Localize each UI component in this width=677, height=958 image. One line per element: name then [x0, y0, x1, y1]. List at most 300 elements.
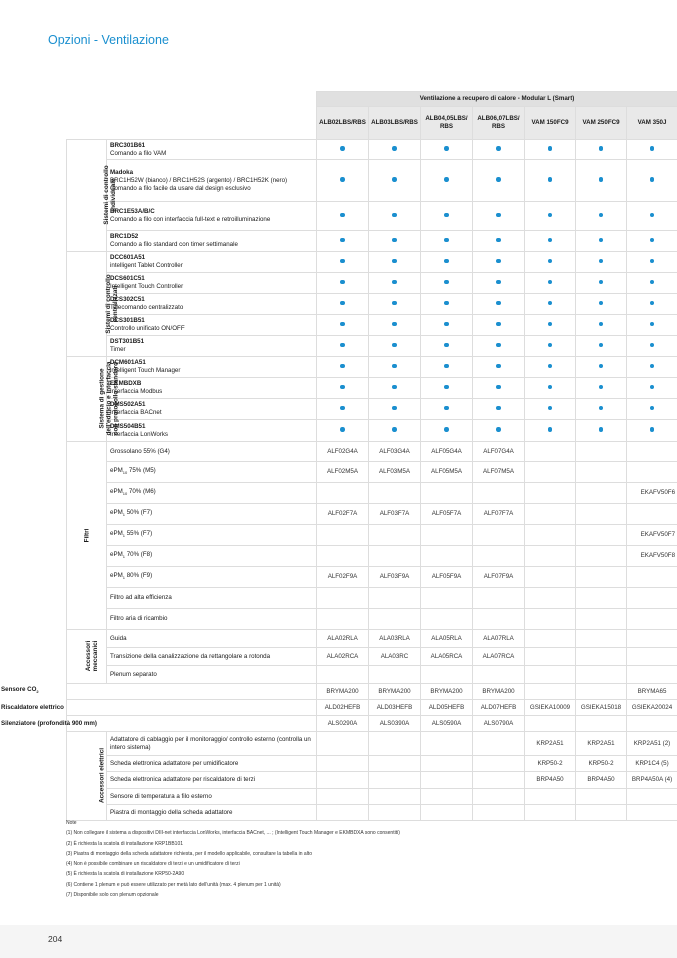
category-mechanical: Accessori meccanici: [67, 630, 107, 684]
availability-dot: [473, 160, 525, 202]
availability-dot: [627, 273, 677, 294]
table-row: [67, 252, 677, 273]
availability-dot: [473, 252, 525, 273]
availability-dot: [421, 357, 473, 378]
option-code: ALA05RCA: [421, 648, 473, 666]
option-code: [369, 609, 421, 630]
availability-dot: [627, 315, 677, 336]
availability-dot: [525, 160, 576, 202]
filter-label: ePM$_1$ 50% (F7): [107, 504, 317, 525]
option-code: [473, 732, 525, 756]
option-code: [525, 588, 576, 609]
option-code: [576, 805, 627, 821]
option-code: [627, 567, 677, 588]
option-code: [473, 483, 525, 504]
availability-dot: [473, 378, 525, 399]
filter-label: Filtro aria di ricambio: [107, 609, 317, 630]
availability-dot: [627, 160, 677, 202]
option-code: ALA03RLA: [369, 630, 421, 648]
option-code: [317, 732, 369, 756]
option-code: KRP2A51: [576, 732, 627, 756]
table-row: [67, 160, 677, 202]
availability-dot: [576, 378, 627, 399]
option-code: [473, 546, 525, 567]
option-code: [627, 442, 677, 462]
availability-dot: [317, 160, 369, 202]
option-code: [369, 588, 421, 609]
table-row: [67, 202, 677, 231]
availability-dot: [576, 140, 627, 160]
availability-dot: [369, 336, 421, 357]
category-bms: Sistema di gestione dell'edificio e interfaccia con protocollo standard: [67, 357, 107, 442]
option-code: [525, 546, 576, 567]
table-row: [67, 231, 677, 252]
option-code: [317, 483, 369, 504]
option-code: [525, 716, 576, 732]
table-row: [67, 504, 677, 525]
option-code: [627, 716, 677, 732]
feature-cell: Madoka BRC1H52W (bianco) / BRC1H52S (argento) / BRC1H52K (nero) Comando a filo facile da usare dal design esclusivo: [107, 160, 317, 202]
option-code: ALF03G4A: [369, 442, 421, 462]
filter-label: Grossolano 55% (G4): [107, 442, 317, 462]
filter-label: ePM$_1$ 80% (F9): [107, 567, 317, 588]
option-code: [627, 504, 677, 525]
availability-dot: [473, 294, 525, 315]
option-code: ALS0390A: [369, 716, 421, 732]
accessory-label: Guida: [107, 630, 317, 648]
option-code: [576, 630, 627, 648]
availability-dot: [317, 202, 369, 231]
option-code: [627, 588, 677, 609]
option-code: ALF07F7A: [473, 504, 525, 525]
option-code: ALF03F7A: [369, 504, 421, 525]
availability-dot: [369, 202, 421, 231]
feature-cell: DCS601C51 Intelligent Touch Controller: [107, 273, 317, 294]
model-header: VAM 250FC9: [576, 107, 627, 140]
availability-dot: [576, 336, 627, 357]
availability-dot: [317, 357, 369, 378]
option-code: [317, 546, 369, 567]
model-header: ALB04,05LBS/ RBS: [421, 107, 473, 140]
model-header: ALB06,07LBS/ RBS: [473, 107, 525, 140]
availability-dot: [421, 273, 473, 294]
availability-dot: [576, 399, 627, 420]
table-row: [67, 666, 677, 684]
option-code: [576, 442, 627, 462]
note-item: (5) È richiesta la scatola di installazione KRP50-2A90: [66, 871, 185, 878]
option-code: [525, 462, 576, 483]
option-code: EKAFV50F7: [627, 525, 677, 546]
option-code: ALA02RLA: [317, 630, 369, 648]
option-code: ALF02F9A: [317, 567, 369, 588]
option-code: [627, 805, 677, 821]
availability-dot: [369, 378, 421, 399]
availability-dot: [627, 357, 677, 378]
option-code: [369, 772, 421, 789]
option-code: GSIEKA15018: [576, 700, 627, 716]
note-item: (6) Contiene 1 plenum e può essere utilizzato per metà lato dell'unità (max. 4 plenum per 1 unità): [66, 881, 281, 888]
page-title: Opzioni - Ventilazione: [48, 33, 169, 47]
category-centralized: Sistemi di controllo centralizzati: [67, 252, 107, 357]
option-code: BRYMA200: [317, 684, 369, 700]
table-row: [67, 442, 677, 462]
option-code: [421, 609, 473, 630]
option-code: [421, 588, 473, 609]
feature-cell: EKMBDXB Interfaccia Modbus: [107, 378, 317, 399]
category-filters: Filtri: [67, 442, 107, 630]
option-code: ALA07RLA: [473, 630, 525, 648]
option-code: [525, 805, 576, 821]
availability-dot: [525, 336, 576, 357]
option-code: [369, 525, 421, 546]
option-code: [421, 483, 473, 504]
availability-dot: [369, 420, 421, 442]
section-label: Silenziatore (profondità 900 mm): [1, 716, 251, 732]
feature-cell: DCS302C51 Telecomando centralizzato: [107, 294, 317, 315]
option-code: ALF05M5A: [421, 462, 473, 483]
model-header-row: [67, 107, 677, 140]
option-code: KRP1C4 (5): [627, 756, 677, 772]
table-row: [67, 315, 677, 336]
table-row: [67, 732, 677, 756]
group-header-row: [67, 92, 677, 107]
availability-dot: [473, 231, 525, 252]
option-code: [421, 546, 473, 567]
feature-cell: DMS502A51 Interfaccia BACnet: [107, 399, 317, 420]
option-code: BRP4A50: [576, 772, 627, 789]
table-row: [67, 772, 677, 789]
option-code: ALA02RCA: [317, 648, 369, 666]
availability-dot: [525, 202, 576, 231]
option-code: [576, 546, 627, 567]
option-code: [525, 666, 576, 684]
option-code: EKAFV50F6: [627, 483, 677, 504]
option-code: [317, 772, 369, 789]
availability-dot: [627, 420, 677, 442]
availability-dot: [627, 294, 677, 315]
option-code: [525, 630, 576, 648]
feature-cell: DCM601A51 intelligent Touch Manager: [107, 357, 317, 378]
option-code: [525, 684, 576, 700]
category-individual: Sistemi di controllo individuale: [67, 140, 107, 252]
table-row: [67, 378, 677, 399]
availability-dot: [576, 231, 627, 252]
availability-dot: [627, 140, 677, 160]
option-code: [525, 504, 576, 525]
note-item: (7) Disponibile solo con plenum opzionale: [66, 892, 159, 899]
availability-dot: [369, 315, 421, 336]
note-item: (4) Non è possibile combinare un riscaldatore di terzi e un umidificatore di terzi: [66, 861, 240, 868]
feature-cell: DCS301B51 Controllo unificato ON/OFF: [107, 315, 317, 336]
accessory-label: Piastra di montaggio della scheda adattatore: [107, 805, 317, 821]
availability-dot: [317, 294, 369, 315]
option-code: KRP2A51: [525, 732, 576, 756]
model-header: VAM 350J: [627, 107, 677, 140]
option-code: [576, 684, 627, 700]
option-code: ALF07F9A: [473, 567, 525, 588]
option-code: [473, 805, 525, 821]
filter-label: ePM$_{10}$ 70% (M6): [107, 483, 317, 504]
availability-dot: [421, 294, 473, 315]
table-row: [67, 609, 677, 630]
table-row: [67, 336, 677, 357]
option-code: [576, 462, 627, 483]
table-row: [67, 700, 677, 716]
availability-dot: [525, 399, 576, 420]
availability-dot: [369, 273, 421, 294]
filter-label: Filtro ad alta efficienza: [107, 588, 317, 609]
filter-label: ePM$_1$ 55% (F7): [107, 525, 317, 546]
option-code: ALS0590A: [421, 716, 473, 732]
availability-dot: [473, 399, 525, 420]
availability-dot: [317, 378, 369, 399]
availability-dot: [473, 273, 525, 294]
option-code: ALF02G4A: [317, 442, 369, 462]
option-code: [317, 789, 369, 805]
option-code: ALF05F7A: [421, 504, 473, 525]
table-row: [67, 630, 677, 648]
table-row: [67, 588, 677, 609]
availability-dot: [525, 420, 576, 442]
page-footer-band: [0, 925, 677, 958]
option-code: BRYMA200: [421, 684, 473, 700]
availability-dot: [369, 231, 421, 252]
feature-cell: BRC1E53A/B/C Comando a filo con interfaccia full-text e retroilluminazione: [107, 202, 317, 231]
availability-dot: [576, 273, 627, 294]
table-row: [67, 273, 677, 294]
option-code: GSIEKA10009: [525, 700, 576, 716]
availability-dot: [369, 357, 421, 378]
option-code: BRP4A50A (4): [627, 772, 677, 789]
table-row: [67, 357, 677, 378]
availability-dot: [317, 399, 369, 420]
option-code: ALF02F7A: [317, 504, 369, 525]
option-code: [627, 462, 677, 483]
model-header: ALB03LBS/RBS: [369, 107, 421, 140]
availability-dot: [525, 231, 576, 252]
option-code: [576, 716, 627, 732]
category-electrical: Accessori elettrici: [67, 732, 107, 821]
option-code: [421, 666, 473, 684]
availability-dot: [576, 315, 627, 336]
feature-cell: BRC1D52 Comando a filo standard con timer settimanale: [107, 231, 317, 252]
option-code: [369, 789, 421, 805]
option-code: [576, 666, 627, 684]
model-header: VAM 150FC9: [525, 107, 576, 140]
availability-dot: [576, 357, 627, 378]
option-code: [317, 525, 369, 546]
option-code: ALF07G4A: [473, 442, 525, 462]
option-code: ALF03F9A: [369, 567, 421, 588]
option-code: [317, 588, 369, 609]
notes: [66, 818, 400, 900]
accessory-label: Plenum separato: [107, 666, 317, 684]
availability-dot: [473, 140, 525, 160]
option-code: [525, 567, 576, 588]
table-row: [67, 483, 677, 504]
option-code: [627, 666, 677, 684]
section-label: Riscaldatore elettrico: [1, 700, 251, 716]
availability-dot: [421, 202, 473, 231]
option-code: [576, 588, 627, 609]
option-code: [627, 789, 677, 805]
availability-dot: [421, 336, 473, 357]
option-code: [525, 789, 576, 805]
availability-dot: [421, 420, 473, 442]
option-code: [627, 609, 677, 630]
availability-dot: [473, 315, 525, 336]
table-row: [67, 789, 677, 805]
option-code: [421, 789, 473, 805]
option-code: [525, 442, 576, 462]
accessory-label: Scheda elettronica adattatore per riscaldatore di terzi: [107, 772, 317, 789]
option-code: [317, 756, 369, 772]
availability-dot: [369, 252, 421, 273]
option-code: ALF07M5A: [473, 462, 525, 483]
option-code: ALF05G4A: [421, 442, 473, 462]
option-code: [473, 789, 525, 805]
availability-dot: [627, 252, 677, 273]
availability-dot: [525, 140, 576, 160]
availability-dot: [627, 231, 677, 252]
feature-cell: DST301B51 Timer: [107, 336, 317, 357]
availability-dot: [525, 294, 576, 315]
availability-dot: [627, 202, 677, 231]
option-code: ALD05HEFB: [421, 700, 473, 716]
section-label: Sensore $CO_2$: [1, 684, 251, 700]
option-code: [421, 756, 473, 772]
accessory-label: Sensore di temperatura a filo esterno: [107, 789, 317, 805]
table-row: [67, 462, 677, 483]
option-code: [627, 648, 677, 666]
option-code: [576, 525, 627, 546]
availability-dot: [627, 336, 677, 357]
availability-dot: [525, 357, 576, 378]
option-code: [576, 609, 627, 630]
table-row: [67, 140, 677, 160]
option-code: [525, 648, 576, 666]
table-row: [67, 684, 677, 700]
filter-label: ePM$_{10}$ 75% (M5): [107, 462, 317, 483]
availability-dot: [317, 140, 369, 160]
option-code: [473, 588, 525, 609]
availability-dot: [369, 140, 421, 160]
availability-dot: [576, 420, 627, 442]
availability-dot: [421, 315, 473, 336]
availability-dot: [576, 294, 627, 315]
option-code: BRYMA200: [369, 684, 421, 700]
option-code: ALS0790A: [473, 716, 525, 732]
option-code: [369, 546, 421, 567]
note-item: (2) È richiesta la scatola di installazione KRP1BB101: [66, 840, 184, 847]
option-code: BRYMA200: [473, 684, 525, 700]
availability-dot: [576, 202, 627, 231]
availability-dot: [421, 160, 473, 202]
page-number: 204: [48, 934, 63, 944]
option-code: EKAFV50F8: [627, 546, 677, 567]
option-code: [576, 789, 627, 805]
table-row: [67, 716, 677, 732]
option-code: BRYMA65: [627, 684, 677, 700]
availability-dot: [576, 160, 627, 202]
option-code: ALF02M5A: [317, 462, 369, 483]
accessory-label: Transizione della canalizzazione da rettangolare a rotonda: [107, 648, 317, 666]
availability-dot: [473, 202, 525, 231]
option-code: ALD07HEFB: [473, 700, 525, 716]
availability-dot: [525, 273, 576, 294]
option-code: [421, 772, 473, 789]
option-code: [576, 483, 627, 504]
option-code: KRP2A51 (2): [627, 732, 677, 756]
availability-dot: [317, 336, 369, 357]
option-code: ALD03HEFB: [369, 700, 421, 716]
availability-dot: [525, 378, 576, 399]
availability-dot: [369, 294, 421, 315]
group-header: Ventilazione a recupero di calore - Modular L (Smart): [317, 92, 677, 107]
option-code: [369, 732, 421, 756]
accessory-label: Adattatore di cablaggio per il monitoraggio/ controllo esterno (controlla un intero sistema): [107, 732, 317, 756]
option-code: [576, 567, 627, 588]
availability-dot: [627, 399, 677, 420]
availability-dot: [317, 273, 369, 294]
feature-cell: DMS504B51 Interfaccia LonWorks: [107, 420, 317, 442]
table-row: [67, 294, 677, 315]
option-code: [525, 609, 576, 630]
table-row: [67, 756, 677, 772]
option-code: [627, 630, 677, 648]
option-code: [421, 525, 473, 546]
availability-dot: [369, 399, 421, 420]
notes-title: Note: [66, 820, 77, 826]
availability-dot: [317, 420, 369, 442]
table-row: [67, 546, 677, 567]
option-code: [525, 483, 576, 504]
option-code: [317, 609, 369, 630]
option-code: [421, 732, 473, 756]
option-code: [369, 666, 421, 684]
availability-dot: [525, 315, 576, 336]
table-row: [67, 525, 677, 546]
availability-dot: [369, 160, 421, 202]
availability-dot: [473, 420, 525, 442]
availability-dot: [421, 140, 473, 160]
option-code: ALA07RCA: [473, 648, 525, 666]
availability-dot: [473, 357, 525, 378]
option-code: KRP50-2: [525, 756, 576, 772]
options-table: [1, 91, 677, 821]
option-code: ALF05F9A: [421, 567, 473, 588]
availability-dot: [421, 399, 473, 420]
availability-dot: [317, 252, 369, 273]
option-code: [473, 609, 525, 630]
feature-cell: DCC601A51 intelligent Tablet Controller: [107, 252, 317, 273]
availability-dot: [421, 231, 473, 252]
availability-dot: [576, 252, 627, 273]
option-code: KRP50-2: [576, 756, 627, 772]
feature-cell: BRC301B61 Comando a filo VAM: [107, 140, 317, 160]
option-code: BRP4A50: [525, 772, 576, 789]
table-row: [67, 567, 677, 588]
table-row: [67, 399, 677, 420]
option-code: ALS0290A: [317, 716, 369, 732]
option-code: [576, 504, 627, 525]
note-item: (1) Non collegare il sistema a dispositivi DIII-net interfaccia LonWorks, interfaccia BACnet, ... ; (Intelligent Touch Manager e EKMBDXA sono consentiti): [66, 830, 400, 837]
availability-dot: [317, 315, 369, 336]
availability-dot: [627, 378, 677, 399]
option-code: ALD02HEFB: [317, 700, 369, 716]
option-code: [369, 756, 421, 772]
table-row: [67, 648, 677, 666]
